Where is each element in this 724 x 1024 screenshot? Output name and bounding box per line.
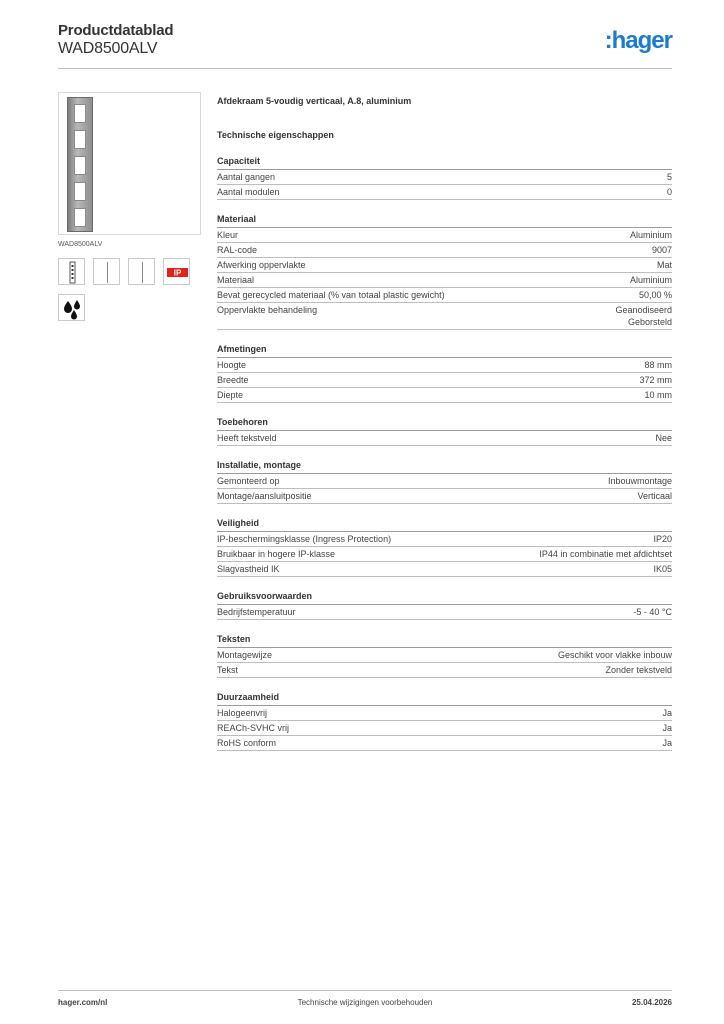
- product-image: [58, 92, 201, 235]
- property-value: Aluminium: [629, 275, 672, 285]
- section-title: Capaciteit: [217, 156, 672, 170]
- property-row: [217, 185, 672, 200]
- property-section: [217, 214, 672, 330]
- property-label: Materiaal: [217, 275, 255, 285]
- property-value: Ja: [662, 738, 672, 748]
- property-section: [217, 417, 672, 446]
- property-value: Verticaal: [637, 491, 672, 501]
- page-header: [58, 22, 672, 68]
- document-title: Productdatablad: [58, 22, 174, 39]
- property-row: [217, 273, 672, 288]
- footer-disclaimer: Technische wijzigingen voorbehouden: [297, 998, 433, 1007]
- property-label: Tekst: [217, 665, 239, 675]
- property-label: Gemonteerd op: [217, 476, 280, 486]
- property-value: Geanodiseerd Geborsteld: [615, 305, 672, 327]
- property-label: Bruikbaar in hogere IP-klasse: [217, 549, 336, 559]
- footer-date: 25.04.2026: [631, 998, 672, 1007]
- property-row: [217, 489, 672, 504]
- frame-illustration: [67, 97, 93, 232]
- property-label: RAL-code: [217, 245, 258, 255]
- property-row: [217, 303, 672, 330]
- property-row: [217, 532, 672, 547]
- property-value: Ja: [662, 723, 672, 733]
- section-title: Materiaal: [217, 214, 672, 228]
- property-label: Kleur: [217, 230, 239, 240]
- ip-rating-icon: [163, 258, 190, 285]
- property-section: [217, 634, 672, 678]
- hager-logo: :hager: [604, 27, 672, 54]
- property-label: Bedrijfstemperatuur: [217, 607, 296, 617]
- property-row: [217, 474, 672, 489]
- footer-website: hager.com/nl: [58, 998, 108, 1007]
- property-row: [217, 228, 672, 243]
- property-value: 50,00 %: [638, 290, 672, 300]
- pictogram-row: [58, 258, 201, 285]
- logo-text: hager: [611, 27, 672, 54]
- property-section: [217, 518, 672, 577]
- property-label: Montagewijze: [217, 650, 273, 660]
- section-title: Installatie, montage: [217, 460, 672, 474]
- property-row: [217, 547, 672, 562]
- technical-properties-title: Technische eigenschappen: [217, 130, 334, 140]
- property-value: 372 mm: [639, 375, 672, 385]
- property-row: [217, 431, 672, 446]
- property-label: Oppervlakte behandeling: [217, 305, 318, 315]
- property-value: Ja: [662, 708, 672, 718]
- product-code: WAD8500ALV: [58, 40, 158, 57]
- property-row: [217, 663, 672, 678]
- section-title: Gebruiksvoorwaarden: [217, 591, 672, 605]
- property-value: IP20: [653, 534, 672, 544]
- property-label: Heeft tekstveld: [217, 433, 277, 443]
- property-value: Mat: [656, 260, 672, 270]
- image-caption: WAD8500ALV: [58, 241, 103, 248]
- product-sidebar: [58, 92, 201, 321]
- property-value: Zonder tekstveld: [605, 665, 672, 675]
- property-value: IP44 in combinatie met afdichtset: [539, 549, 672, 559]
- section-title: Teksten: [217, 634, 672, 648]
- property-row: [217, 721, 672, 736]
- property-label: Halogeenvrij: [217, 708, 268, 718]
- product-description: Afdekraam 5-voudig verticaal, A.8, aluminium: [217, 96, 412, 106]
- product-details: [217, 96, 672, 751]
- property-section: [217, 692, 672, 751]
- property-value: IK05: [653, 564, 672, 574]
- property-value: Geschikt voor vlakke inbouw: [557, 650, 672, 660]
- property-row: [217, 562, 672, 577]
- property-label: Bevat gerecycled materiaal (% van totaal plastic gewicht): [217, 290, 445, 300]
- property-row: [217, 706, 672, 721]
- property-label: Diepte: [217, 390, 244, 400]
- property-label: Aantal modulen: [217, 187, 280, 197]
- property-value: Nee: [655, 433, 672, 443]
- property-section: [217, 156, 672, 200]
- property-value: 88 mm: [644, 360, 672, 370]
- footer-divider: [58, 990, 672, 991]
- section-title: Duurzaamheid: [217, 692, 672, 706]
- water-drops-icon: [58, 294, 85, 321]
- property-row: [217, 388, 672, 403]
- pictogram-row-2: [58, 294, 201, 321]
- property-label: Breedte: [217, 375, 249, 385]
- property-label: Afwerking oppervlakte: [217, 260, 306, 270]
- property-label: Slagvastheid IK: [217, 564, 280, 574]
- property-value: -5 - 40 °C: [633, 607, 672, 617]
- property-section: [217, 344, 672, 403]
- frame-outline-icon: [93, 258, 120, 285]
- property-value: Aluminium: [629, 230, 672, 240]
- section-title: Veiligheid: [217, 518, 672, 532]
- property-label: Montage/aansluitpositie: [217, 491, 312, 501]
- property-label: Aantal gangen: [217, 172, 276, 182]
- property-section: [217, 460, 672, 504]
- property-value: 9007: [651, 245, 672, 255]
- property-row: [217, 648, 672, 663]
- property-label: Hoogte: [217, 360, 247, 370]
- property-value: Inbouwmontage: [607, 476, 672, 486]
- property-label: RoHS conform: [217, 738, 277, 748]
- section-title: Afmetingen: [217, 344, 672, 358]
- frame-outline-icon: [128, 258, 155, 285]
- property-row: [217, 243, 672, 258]
- property-label: REACh-SVHC vrij: [217, 723, 290, 733]
- property-label: IP-beschermingsklasse (Ingress Protection): [217, 534, 392, 544]
- ip-icon-label: IP: [173, 268, 182, 278]
- property-value: 0: [666, 187, 672, 197]
- property-section: [217, 591, 672, 620]
- property-row: [217, 258, 672, 273]
- property-value: 5: [666, 172, 672, 182]
- property-row: [217, 170, 672, 185]
- property-row: [217, 373, 672, 388]
- section-title: Toebehoren: [217, 417, 672, 431]
- property-row: [217, 358, 672, 373]
- modules-icon: [58, 258, 85, 285]
- properties-sections: [217, 156, 672, 751]
- header-divider: [58, 68, 672, 69]
- property-value: 10 mm: [644, 390, 672, 400]
- property-row: [217, 736, 672, 751]
- property-row: [217, 605, 672, 620]
- property-row: [217, 288, 672, 303]
